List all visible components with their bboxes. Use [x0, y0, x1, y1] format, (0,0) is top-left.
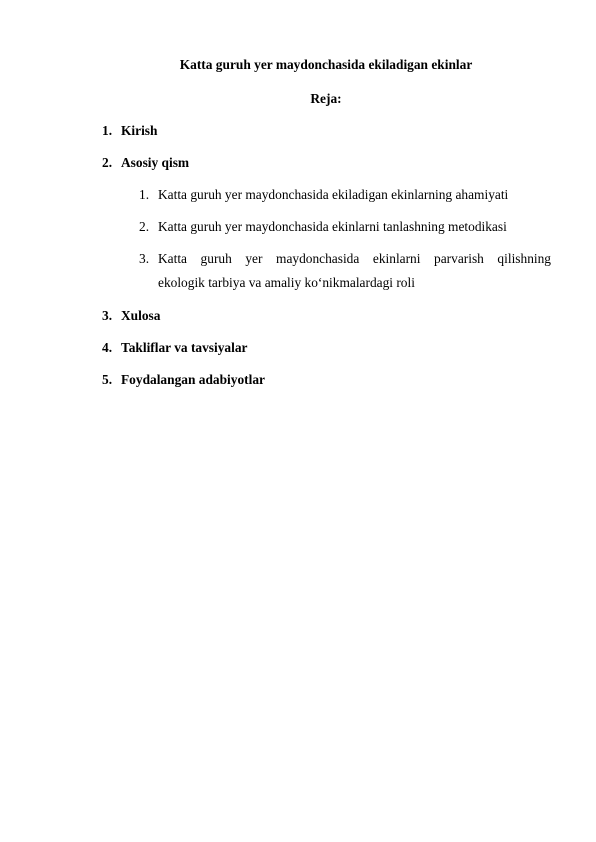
- plan-item-text: Kirish: [121, 123, 158, 138]
- plan-heading: Reja:: [310, 91, 342, 106]
- plan-item-number: 5.: [102, 372, 113, 387]
- plan-item-text: Asosiy qism: [121, 155, 190, 170]
- plan-subitem-text: Katta guruh yer maydonchasida ekiladigan ekinlarning ahamiyati: [158, 187, 509, 202]
- plan-subitem-number: 3.: [139, 251, 150, 266]
- plan-subitem-3-text: [158, 247, 551, 295]
- plan-subitem-text: Katta guruh yer maydonchasida ekinlarni tanlashning metodikasi: [158, 219, 507, 234]
- plan-item-number: 3.: [102, 308, 113, 323]
- plan-subitem-text-line-2: ekologik tarbiya va amaliy ko‘nikmalardagi roli: [158, 275, 415, 290]
- plan-item-number: 4.: [102, 340, 113, 355]
- plan-item-number: 1.: [102, 123, 113, 138]
- plan-item-text: Foydalangan adabiyotlar: [121, 372, 265, 387]
- plan-item-text: Xulosa: [121, 308, 161, 323]
- plan-item-number: 2.: [102, 155, 113, 170]
- plan-subitem-text-line-1: Katta guruh yer maydonchasida ekinlarni parvarish qilishning: [158, 251, 551, 266]
- plan-subitem-number: 1.: [139, 187, 150, 202]
- plan-subitem-number: 2.: [139, 219, 150, 234]
- document-title: Katta guruh yer maydonchasida ekiladigan ekinlar: [179, 57, 473, 72]
- plan-item-text: Takliflar va tavsiyalar: [121, 340, 248, 355]
